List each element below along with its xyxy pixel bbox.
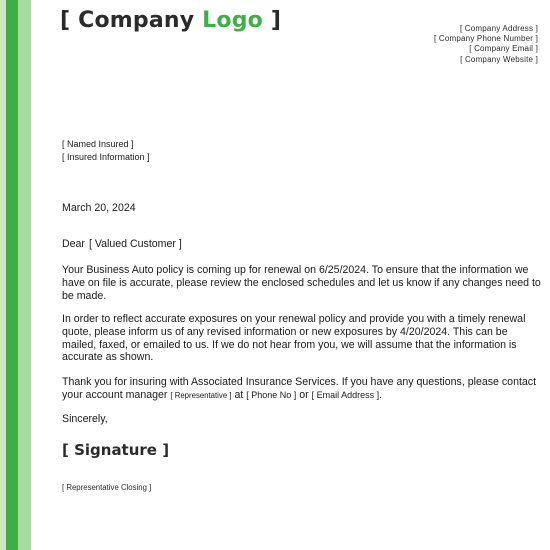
paragraph-renewal-notice: Your Business Auto policy is coming up for renewal on 6/25/2024. To ensure that the information we have on file is accurate, please review the enclosed schedules and let us know if any changes need to be made. — [62, 264, 541, 302]
left-border-green-stripe — [6, 0, 18, 550]
logo-close-bracket: ] — [262, 8, 282, 33]
named-insured: [ Named Insured ] — [62, 139, 134, 149]
logo-word: Logo — [202, 8, 263, 33]
phone-field: [ Phone No ] — [246, 389, 297, 400]
logo-open-bracket: [ — [60, 8, 79, 33]
salutation-name: [ Valued Customer ] — [88, 238, 182, 250]
paragraph-contact — [62, 376, 542, 403]
signature: [ Signature ] — [62, 441, 170, 459]
salutation-prefix: Dear — [62, 238, 85, 250]
logo-company-word: Company — [78, 8, 203, 33]
letter-date: March 20, 2024 — [62, 202, 136, 214]
company-address: [ Company Address ] — [459, 24, 538, 33]
representative-closing: [ Representative Closing ] — [62, 483, 152, 492]
or-word: or — [299, 388, 309, 401]
company-phone: [ Company Phone Number ] — [434, 34, 538, 44]
company-contact-block — [434, 24, 538, 65]
email-field: [ Email Address ] — [311, 389, 380, 400]
paragraph-contact-end: . — [379, 388, 383, 401]
company-website: [ Company Website ] — [460, 54, 538, 64]
representative-field: [ Representative ] — [170, 390, 232, 400]
insured-information: [ Insured Information ] — [62, 152, 150, 162]
paragraph-contact-text: Thank you for insuring with Associated Insurance Services. If you have any questions, please contact your account manager — [62, 376, 537, 401]
company-email: [ Company Email ] — [469, 44, 538, 54]
left-border-light-stripe — [18, 0, 31, 550]
company-logo — [60, 8, 281, 33]
salutation — [62, 238, 182, 251]
at-word: at — [234, 388, 244, 401]
closing: Sincerely, — [62, 413, 108, 425]
paragraph-exposures: In order to reflect accurate exposures on your renewal policy and provide you with a timely renewal quote, please inform us of any revised information or new exposures by 4/20/2024. This can be mailed, faxed, or emailed to us. If we do not hear from you, we will assume that the information is accurate as shown. — [62, 313, 526, 364]
